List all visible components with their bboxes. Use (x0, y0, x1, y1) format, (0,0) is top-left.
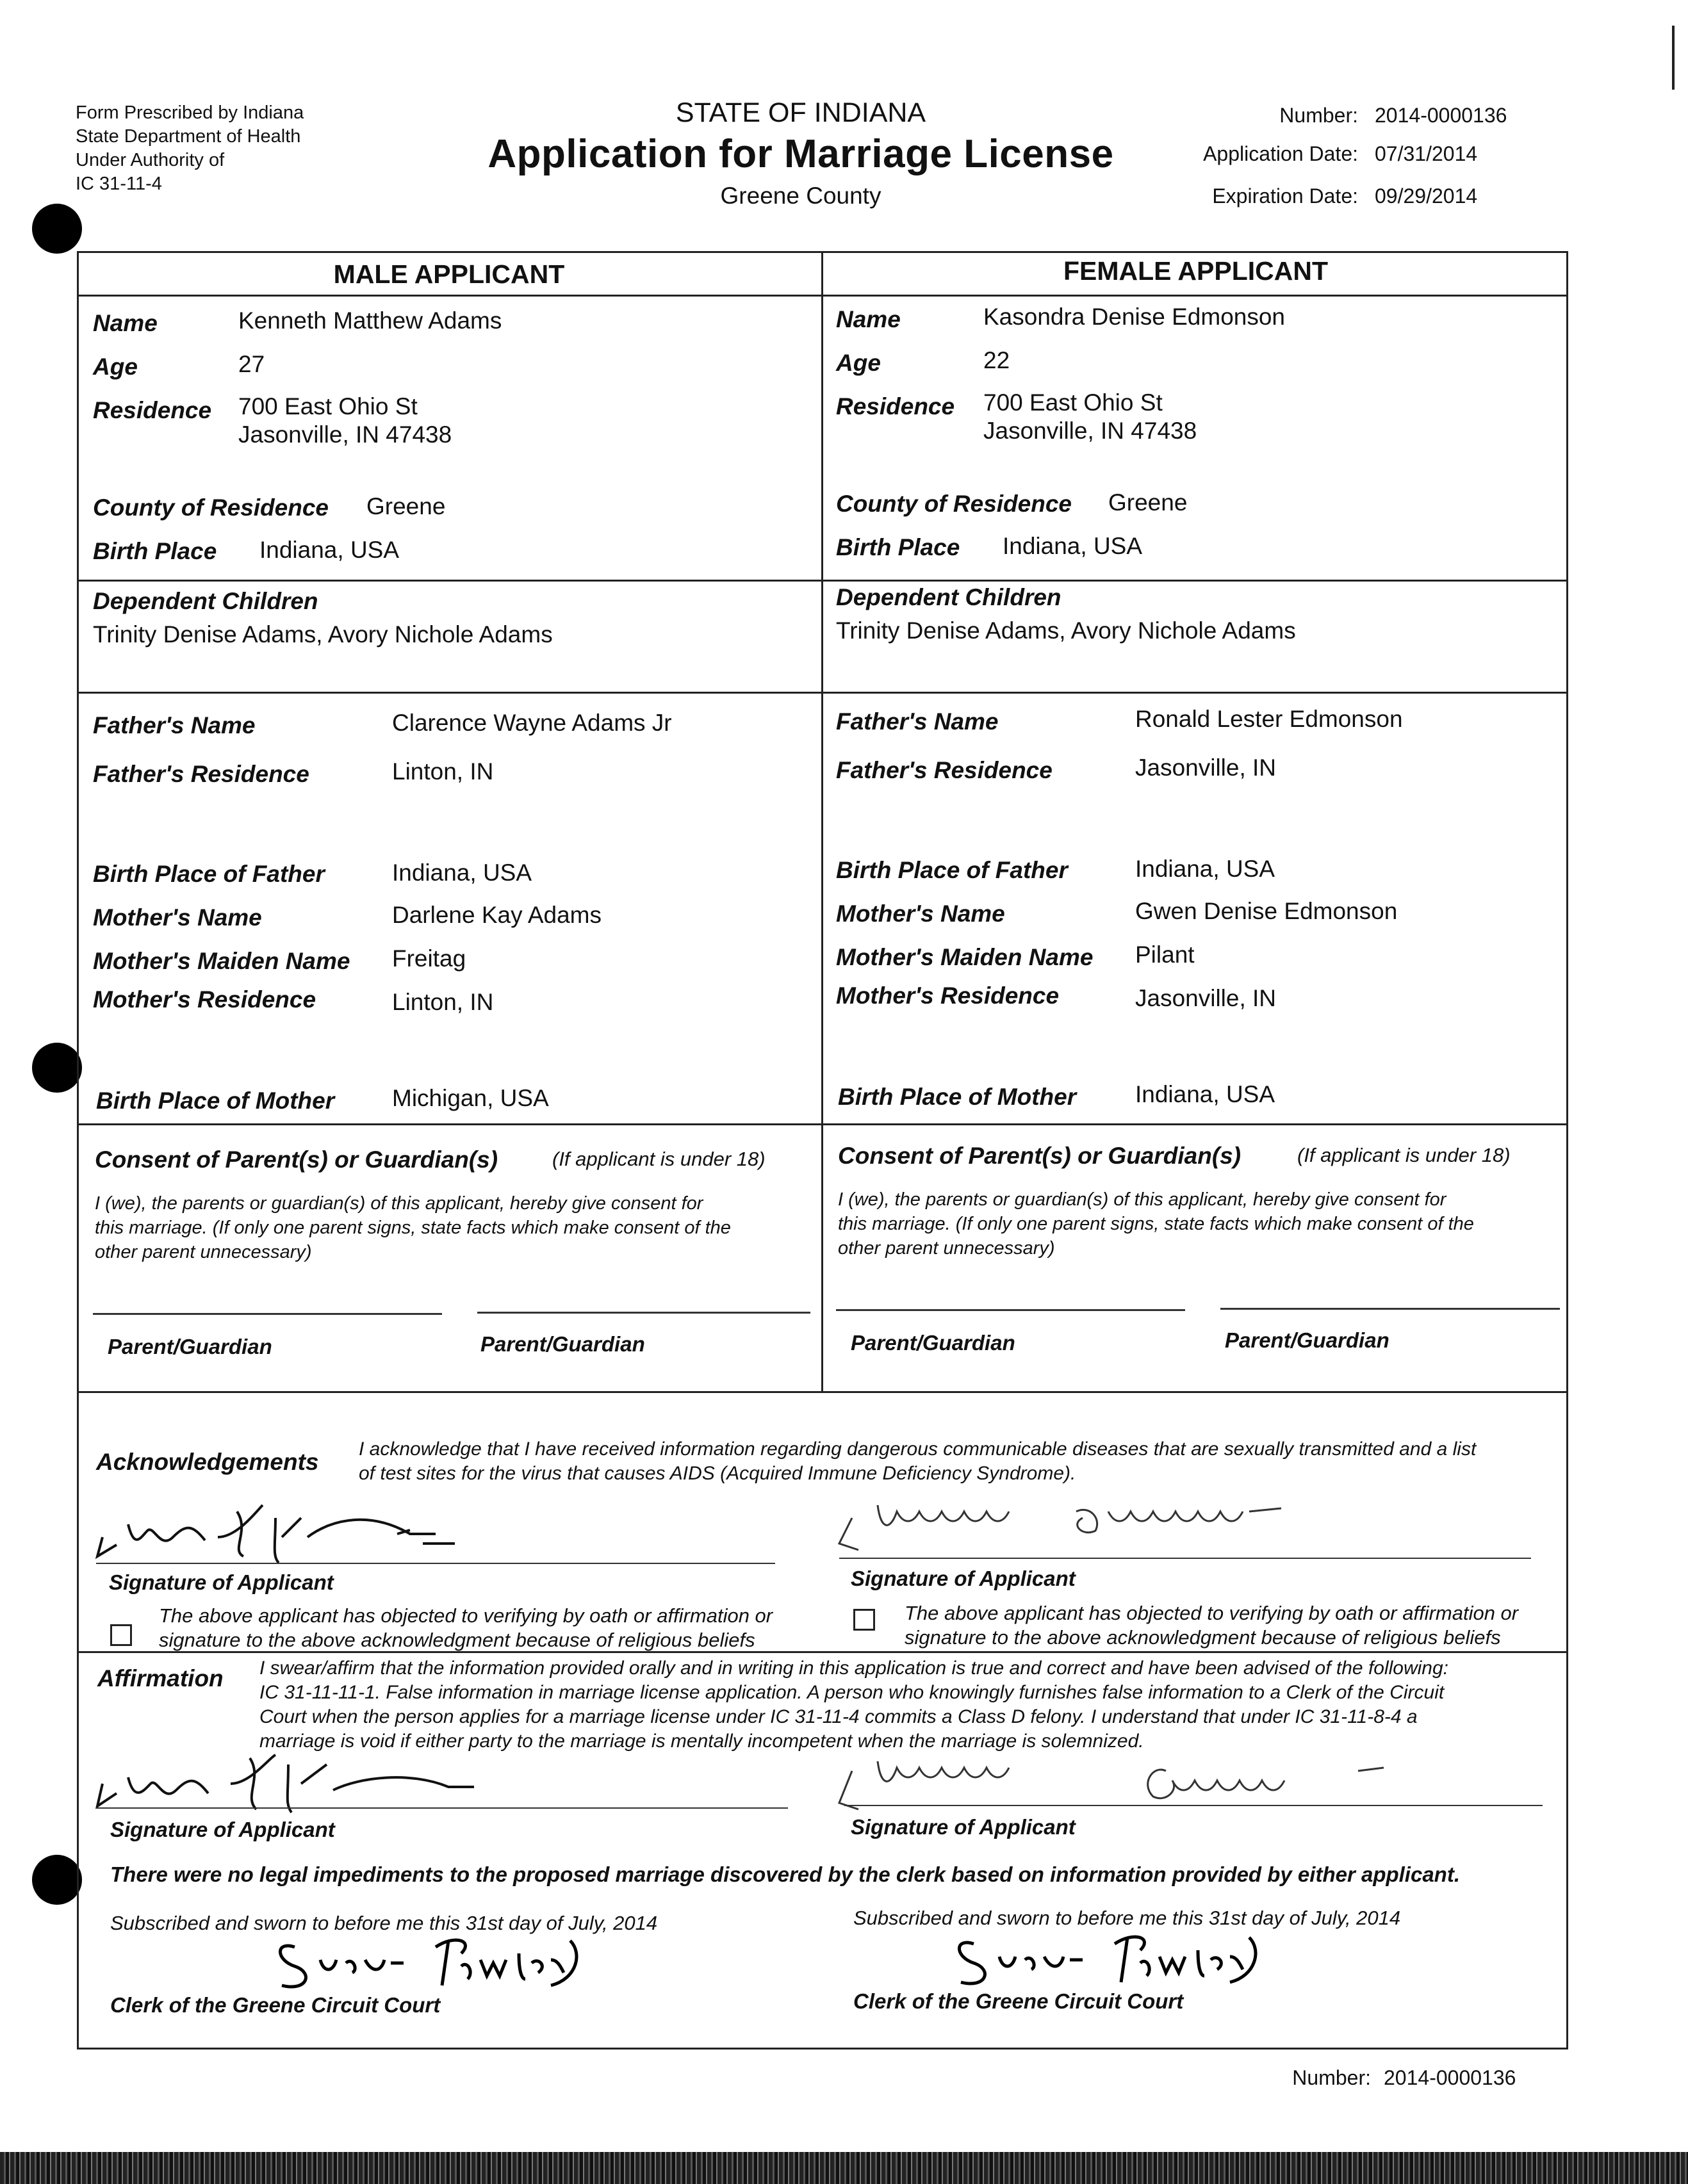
male-residence-label: Residence (93, 397, 212, 423)
male-father-name-value: Clarence Wayne Adams Jr (392, 710, 672, 736)
scan-mark (1672, 26, 1675, 90)
male-age-value: 27 (238, 351, 265, 377)
female-father-name-label: Father's Name (836, 708, 999, 735)
clerk-signature (948, 1925, 1307, 1989)
footer-number-label: Number: (1292, 2066, 1371, 2089)
female-parent-guardian-label: Parent/Guardian (851, 1331, 1015, 1355)
state-heading: STATE OF INDIANA (675, 97, 926, 128)
male-father-residence-label: Father's Residence (93, 761, 309, 787)
male-parent-guardian-label: Parent/Guardian (108, 1335, 272, 1358)
male-consent-note: (If applicant is under 18) (552, 1148, 766, 1170)
female-father-name-value: Ronald Lester Edmonson (1135, 706, 1403, 732)
male-dependent-children-value: Trinity Denise Adams, Avory Nichole Adams (93, 621, 553, 648)
female-affirmation-signature (833, 1752, 1563, 1816)
number-label: Number: (1279, 104, 1358, 127)
male-county-label: County of Residence (93, 494, 329, 521)
male-birth-place-value: Indiana, USA (259, 537, 400, 563)
female-residence-line1: 700 East Ohio St (983, 389, 1163, 416)
female-consent-text-1: I (we), the parents or guardian(s) of this applicant, hereby give consent for (838, 1189, 1446, 1210)
male-father-name-label: Father's Name (93, 712, 256, 738)
female-acknowledgement-signature (833, 1492, 1563, 1563)
authority-line: IC 31-11-4 (76, 174, 162, 194)
female-affirmation-signature-label: Signature of Applicant (851, 1815, 1076, 1839)
divider (77, 1123, 1568, 1125)
male-mother-residence-value: Linton, IN (392, 989, 494, 1015)
male-consent-text-3: other parent unnecessary) (95, 1242, 312, 1262)
male-mother-maiden-label: Mother's Maiden Name (93, 948, 350, 974)
application-date-value: 07/31/2014 (1375, 142, 1478, 165)
authority-line: State Department of Health (76, 126, 301, 147)
scan-edge-artifact (0, 2152, 1688, 2184)
divider (77, 580, 1568, 582)
male-birth-place-label: Birth Place (93, 538, 217, 564)
female-mother-birth-place-value: Indiana, USA (1135, 1081, 1275, 1107)
male-affirmation-signature-label: Signature of Applicant (110, 1818, 335, 1841)
female-religious-objection-checkbox[interactable] (853, 1609, 875, 1631)
female-applicant-title: FEMALE APPLICANT (1063, 256, 1329, 286)
female-residence-label: Residence (836, 393, 955, 420)
affirmation-text-4: marriage is void if either party to the marriage is mentally incompetent when the marriage is solemnized. (259, 1731, 1144, 1752)
female-father-birth-place-value: Indiana, USA (1135, 856, 1275, 882)
number-value: 2014-0000136 (1375, 104, 1507, 127)
affirmation-text-1: I swear/affirm that the information provided orally and in writing in this application is true and correct and have been advised of the following: (259, 1658, 1449, 1679)
punch-hole (32, 1855, 82, 1905)
expiration-date-label: Expiration Date: (1212, 184, 1358, 208)
affirmation-text-2: IC 31-11-11-1. False information in marriage license application. A person who knowingly furnishes false information to a Clerk of the Circuit (259, 1682, 1445, 1703)
male-clerk-label: Clerk of the Greene Circuit Court (110, 1993, 441, 2017)
affirmation-text-3: Court when the person applies for a marriage license under IC 31-11-4 commits a Class D felony. I understand that under IC 31-11-8-4 a (259, 1706, 1418, 1727)
male-mother-name-value: Darlene Kay Adams (392, 902, 602, 928)
male-consent-text-2: this marriage. (If only one parent signs, state facts which make consent of the (95, 1218, 731, 1238)
female-mother-maiden-label: Mother's Maiden Name (836, 944, 1094, 970)
male-consent-text-1: I (we), the parents or guardian(s) of this applicant, hereby give consent for (95, 1193, 703, 1214)
male-parent-signature-line[interactable] (477, 1312, 810, 1314)
male-acknowledgement-signature-label: Signature of Applicant (109, 1570, 334, 1594)
female-acknowledgement-signature-label: Signature of Applicant (851, 1567, 1076, 1590)
female-dependent-children-value: Trinity Denise Adams, Avory Nichole Adams (836, 617, 1296, 644)
male-mother-maiden-value: Freitag (392, 945, 466, 972)
female-birth-place-value: Indiana, USA (1003, 533, 1143, 559)
female-consent-text-2: this marriage. (If only one parent signs, state facts which make consent of the (838, 1214, 1474, 1234)
male-affirmation-signature (90, 1752, 820, 1816)
male-acknowledgement-signature-line[interactable] (96, 1563, 775, 1564)
female-mother-maiden-value: Pilant (1135, 941, 1195, 968)
county-heading: Greene County (720, 183, 881, 209)
male-residence-line1: 700 East Ohio St (238, 393, 418, 420)
no-impediments-statement: There were no legal impediments to the proposed marriage discovered by the clerk based on information provided by either applicant. (110, 1862, 1460, 1886)
male-subscribed-sworn: Subscribed and sworn to before me this 31st day of July, 2014 (110, 1912, 658, 1934)
female-mother-residence-value: Jasonville, IN (1135, 985, 1277, 1011)
female-parent-guardian-label: Parent/Guardian (1225, 1328, 1389, 1352)
male-mother-birth-place-value: Michigan, USA (392, 1085, 549, 1111)
female-acknowledgement-signature-line[interactable] (839, 1558, 1531, 1559)
female-age-value: 22 (983, 347, 1010, 373)
acknowledgements-title: Acknowledgements (96, 1449, 319, 1475)
expiration-date-value: 09/29/2014 (1375, 184, 1478, 208)
female-father-residence-value: Jasonville, IN (1135, 754, 1277, 781)
female-mother-name-label: Mother's Name (836, 900, 1005, 927)
female-father-birth-place-label: Birth Place of Father (836, 857, 1068, 883)
form-authority (76, 101, 304, 196)
female-consent-text-3: other parent unnecessary) (838, 1238, 1055, 1259)
female-birth-place-label: Birth Place (836, 534, 960, 560)
female-mother-residence-label: Mother's Residence (836, 982, 1060, 1009)
male-father-residence-value: Linton, IN (392, 758, 494, 785)
female-dependent-children-label: Dependent Children (836, 584, 1061, 610)
male-acknowledgement-signature (90, 1499, 820, 1569)
male-dependent-children-label: Dependent Children (93, 588, 318, 614)
male-age-label: Age (93, 354, 138, 380)
male-objection-text-2: signature to the above acknowledgment because of religious beliefs (159, 1629, 755, 1651)
female-county-label: County of Residence (836, 491, 1072, 517)
female-consent-title: Consent of Parent(s) or Guardian(s) (838, 1143, 1241, 1169)
female-county-value: Greene (1108, 489, 1188, 516)
male-affirmation-signature-line[interactable] (96, 1807, 788, 1809)
female-parent-signature-line[interactable] (836, 1309, 1185, 1311)
female-objection-text-1: The above applicant has objected to verifying by oath or affirmation or (905, 1602, 1519, 1624)
punch-hole (32, 204, 82, 254)
male-name-label: Name (93, 310, 158, 336)
female-residence-line2: Jasonville, IN 47438 (983, 418, 1197, 444)
female-consent-note: (If applicant is under 18) (1297, 1144, 1511, 1166)
affirmation-title: Affirmation (97, 1665, 224, 1691)
male-name-value: Kenneth Matthew Adams (238, 307, 502, 334)
divider (77, 692, 1568, 694)
female-age-label: Age (836, 350, 881, 376)
male-father-birth-place-label: Birth Place of Father (93, 861, 325, 887)
male-parent-signature-line[interactable] (93, 1313, 442, 1315)
male-county-value: Greene (366, 493, 446, 519)
female-name-value: Kasondra Denise Edmonson (983, 304, 1286, 330)
female-clerk-label: Clerk of the Greene Circuit Court (853, 1989, 1184, 2013)
male-religious-objection-checkbox[interactable] (110, 1624, 132, 1646)
male-mother-birth-place-label: Birth Place of Mother (96, 1088, 335, 1114)
male-objection-text-1: The above applicant has objected to verifying by oath or affirmation or (159, 1604, 773, 1627)
female-parent-signature-line[interactable] (1220, 1308, 1560, 1310)
divider (77, 1391, 1568, 1393)
punch-hole (32, 1043, 82, 1093)
female-subscribed-sworn: Subscribed and sworn to before me this 31st day of July, 2014 (853, 1907, 1401, 1929)
footer-number-value: 2014-0000136 (1384, 2066, 1516, 2089)
female-objection-text-2: signature to the above acknowledgment because of religious beliefs (905, 1626, 1501, 1649)
acknowledgements-text-1: I acknowledge that I have received information regarding dangerous communicable diseases that are sexually transmitted and a list (359, 1438, 1477, 1460)
female-name-label: Name (836, 306, 901, 332)
male-father-birth-place-value: Indiana, USA (392, 860, 532, 886)
male-parent-guardian-label: Parent/Guardian (480, 1332, 645, 1356)
authority-line: Form Prescribed by Indiana (76, 102, 304, 123)
male-applicant-title: MALE APPLICANT (333, 259, 565, 289)
acknowledgements-text-2: of test sites for the virus that causes AIDS (Acquired Immune Deficiency Syndrome). (359, 1463, 1076, 1484)
female-mother-name-value: Gwen Denise Edmonson (1135, 898, 1398, 924)
application-date-label: Application Date: (1203, 142, 1358, 165)
page-title: Application for Marriage License (488, 132, 1114, 176)
male-mother-name-label: Mother's Name (93, 904, 262, 931)
female-affirmation-signature-line[interactable] (844, 1805, 1543, 1806)
authority-line: Under Authority of (76, 150, 225, 170)
column-divider (821, 251, 823, 1391)
female-mother-birth-place-label: Birth Place of Mother (838, 1084, 1077, 1110)
male-consent-title: Consent of Parent(s) or Guardian(s) (95, 1146, 498, 1173)
clerk-signature (269, 1928, 628, 1992)
male-residence-line2: Jasonville, IN 47438 (238, 421, 452, 448)
female-father-residence-label: Father's Residence (836, 757, 1053, 783)
male-mother-residence-label: Mother's Residence (93, 986, 316, 1013)
